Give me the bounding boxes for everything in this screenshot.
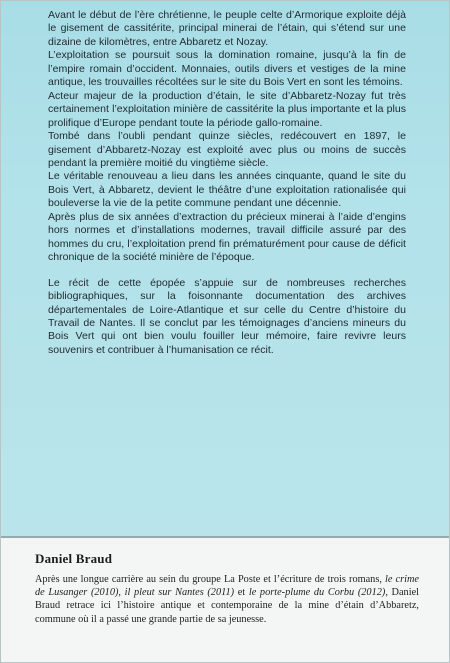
author-bio-novel-titles: le crime de Lusanger (2010), il pleut sur Nantes (2011)	[35, 574, 420, 599]
blurb-paragraph-7: Le récit de cette épopée s’appuie sur de nombreuses recherches bibliographiques, sur la foisonnante documentation des archives départementales de Loire-Atlantique et sur celle du Centre d’histoire du Travail de Nantes. Il se conclut par les témoignages d’anciens mineurs du Bois Vert qui ont bien voulu fouiller leur mémoire, faire revivre leurs souvenirs et contribuer à l’humanisation ce récit.	[48, 276, 406, 356]
author-bio-novel-title: le porte-plume du Corbu (2012)	[248, 587, 386, 599]
blurb-text	[48, 9, 406, 357]
author-bio-text: et	[234, 587, 249, 599]
blurb-panel	[1, 1, 449, 537]
author-bio-text: Après une longue carrière au sein du groupe La Poste et l’écriture de trois romans,	[35, 574, 386, 585]
author-bio-text: , Daniel Braud retrace ici l’histoire antique et contemporaine de la mine d’étain d’Abbaretz, commune où il a passé une grande partie de sa jeunesse.	[35, 587, 419, 625]
author-bio	[35, 573, 419, 626]
author-name: Daniel Braud	[35, 551, 113, 566]
paragraph-spacer	[48, 265, 406, 277]
blurb-paragraph-4: Tombé dans l’oubli pendant quinze siècles, redécouvert en 1897, le gisement d’Abbaretz-Nozay est exploité avec plus ou moins de succès pendant la première moitié du vingtième siècle.	[48, 130, 406, 169]
blurb-paragraph-3: Acteur majeur de la production d’étain, le site d’Abbaretz-Nozay fut très certainement l’exploitation minière de cassitérite la plus importante et la plus prolifique d’Europe pendant toute la période gallo-romaine.	[48, 89, 406, 129]
blurb-paragraph-5: Le véritable renouveau a lieu dans les années cinquante, quand le site du Bois Vert, à Abbaretz, devient le théâtre d’une exploitation rationalisée qui bouleverse la vie de la petite commune pendant une décennie.	[48, 170, 406, 210]
blurb-paragraph-1: Avant le début de l’ère chrétienne, le peuple celte d’Armorique exploite déjà le gisement de cassitérite, principal minerai de l’étain, qui s’étend sur une dizaine de kilomètres, entre Abbaretz et Nozay.	[48, 9, 406, 48]
blurb-paragraph-6: Après plus de six années d’extraction du précieux minerai à l’aide d’engins hors normes et d’installations modernes, travail difficile assuré par des hommes du cru, l’exploitation prend fin prématurément pour cause de déficit chronique de la société minière de l’époque.	[48, 210, 406, 264]
blurb-paragraph-2: L’exploitation se poursuit sous la domination romaine, jusqu’à la fin de l’empire romain d’occident. Monnaies, outils divers et vestiges de la mine antique, les trouvailles récoltées sur le site du Bois Vert en sont les témoins.	[48, 49, 406, 89]
